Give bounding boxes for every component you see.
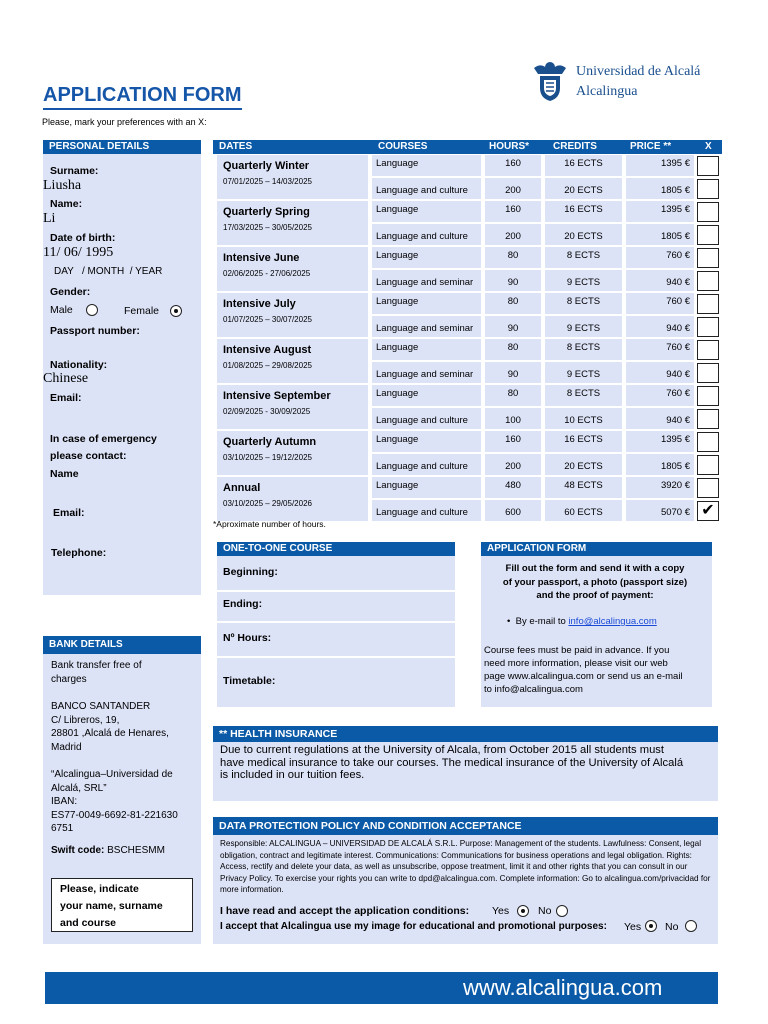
conditions-yes-radio[interactable] bbox=[517, 905, 529, 917]
image-yes-radio[interactable] bbox=[645, 920, 657, 932]
passport-label: Passport number: bbox=[50, 325, 140, 337]
page-subtitle: Please, mark your preferences with an X: bbox=[42, 117, 207, 127]
course-select-checkbox[interactable] bbox=[697, 179, 719, 199]
hours-cell: 160 bbox=[485, 431, 541, 452]
nationality-field[interactable]: Chinese bbox=[43, 371, 89, 386]
course-date-cell bbox=[217, 477, 368, 521]
credits-cell: 8 ECTS bbox=[545, 385, 622, 406]
hours-cell: 80 bbox=[485, 247, 541, 268]
accept-conditions-label: I have read and accept the application conditions: bbox=[220, 905, 470, 917]
hours-cell: 90 bbox=[485, 316, 541, 337]
bank-details-text: Bank transfer free of charges BANCO SANTANDER C/ Libreros, 19, 28801 ,Alcalá de Henares, Madrid “Alcalingua–Universidad de Alcalá, SRL” IBAN: ES77-0049-6692-81-221630 6751 Swift code: BSCHESMM bbox=[51, 660, 178, 856]
email-instruction: • By e-mail to info@alcalingua.com bbox=[507, 616, 657, 627]
course-date-cell bbox=[217, 293, 368, 337]
one-to-one-heading: ONE-TO-ONE COURSE bbox=[217, 542, 455, 556]
course-dates: 02/09/2025 - 30/09/2025 bbox=[223, 407, 311, 416]
price-cell: 760 € bbox=[626, 247, 694, 268]
course-type-cell: Language bbox=[372, 247, 481, 268]
name-label: Name: bbox=[50, 198, 83, 210]
course-select-checkbox[interactable] bbox=[697, 317, 719, 337]
hours-cell: 80 bbox=[485, 293, 541, 314]
price-cell: 3920 € bbox=[626, 477, 694, 498]
university-crest-icon bbox=[530, 58, 570, 102]
course-select-checkbox[interactable] bbox=[697, 294, 719, 314]
hours-cell: 100 bbox=[485, 408, 541, 429]
course-type-cell: Language and culture bbox=[372, 408, 481, 429]
credits-cell: 9 ECTS bbox=[545, 362, 622, 383]
course-type-cell: Language and culture bbox=[372, 224, 481, 245]
course-date-cell bbox=[217, 155, 368, 199]
image-no-label: No bbox=[665, 921, 679, 933]
course-type-cell: Language and culture bbox=[372, 454, 481, 475]
surname-label: Surname: bbox=[50, 165, 99, 177]
price-cell: 1805 € bbox=[626, 454, 694, 475]
course-select-checkbox[interactable]: ✔ bbox=[697, 501, 719, 521]
credits-cell: 10 ECTS bbox=[545, 408, 622, 429]
hours-cell: 90 bbox=[485, 362, 541, 383]
hours-cell: 160 bbox=[485, 155, 541, 176]
price-cell: 5070 € bbox=[626, 500, 694, 521]
price-cell: 1805 € bbox=[626, 178, 694, 199]
course-name: Intensive August bbox=[223, 344, 312, 356]
page-title: APPLICATION FORM bbox=[43, 84, 242, 110]
course-date-cell bbox=[217, 385, 368, 429]
male-radio[interactable] bbox=[86, 304, 98, 316]
hours-cell: 600 bbox=[485, 500, 541, 521]
image-yes-label: Yes bbox=[624, 921, 642, 933]
credits-cell: 8 ECTS bbox=[545, 339, 622, 360]
dates-header: DATES bbox=[219, 141, 253, 152]
hours-cell: 200 bbox=[485, 224, 541, 245]
hours-cell: 160 bbox=[485, 201, 541, 222]
course-date-cell bbox=[217, 431, 368, 475]
footer-website-link[interactable]: www.alcalingua.com bbox=[463, 975, 663, 1000]
credits-cell: 48 ECTS bbox=[545, 477, 622, 498]
application-info-heading: APPLICATION FORM bbox=[481, 542, 712, 556]
dob-format-hint: DAY / MONTH / YEAR bbox=[54, 266, 163, 277]
personal-details-heading: PERSONAL DETAILS bbox=[43, 140, 201, 154]
accept-image-label: I accept that Alcalingua use my image for educational and promotional purposes: bbox=[220, 921, 607, 932]
hours-cell: 200 bbox=[485, 454, 541, 475]
nationality-label: Nationality: bbox=[50, 359, 108, 371]
name-field[interactable]: Li bbox=[43, 211, 56, 226]
price-cell: 1805 € bbox=[626, 224, 694, 245]
course-date-cell bbox=[217, 247, 368, 291]
price-cell: 940 € bbox=[626, 408, 694, 429]
course-select-checkbox[interactable] bbox=[697, 363, 719, 383]
logo-name: Universidad de Alcalá bbox=[576, 64, 701, 79]
price-cell: 940 € bbox=[626, 270, 694, 291]
price-cell: 760 € bbox=[626, 293, 694, 314]
course-type-cell: Language and culture bbox=[372, 500, 481, 521]
bank-details-heading: BANK DETAILS bbox=[43, 636, 201, 654]
course-select-checkbox[interactable] bbox=[697, 248, 719, 268]
credits-cell: 60 ECTS bbox=[545, 500, 622, 521]
course-select-checkbox[interactable] bbox=[697, 271, 719, 291]
credits-header: CREDITS bbox=[553, 141, 597, 152]
price-cell: 940 € bbox=[626, 316, 694, 337]
application-instructions: Fill out the form and send it with a copy of your passport, a photo (passport size) and the proof of payment: bbox=[502, 563, 688, 601]
course-select-checkbox[interactable] bbox=[697, 202, 719, 222]
credits-cell: 20 ECTS bbox=[545, 454, 622, 475]
gender-label: Gender: bbox=[50, 286, 91, 298]
dob-label: Date of birth: bbox=[50, 232, 116, 244]
course-type-cell: Language and seminar bbox=[372, 362, 481, 383]
course-select-checkbox[interactable] bbox=[697, 340, 719, 360]
price-cell: 940 € bbox=[626, 362, 694, 383]
info-email-link[interactable]: info@alcalingua.com bbox=[568, 616, 657, 627]
hours-cell: 90 bbox=[485, 270, 541, 291]
course-type-cell: Language bbox=[372, 293, 481, 314]
emergency-label-2: please contact: bbox=[50, 450, 127, 462]
course-type-cell: Language and seminar bbox=[372, 270, 481, 291]
credits-cell: 16 ECTS bbox=[545, 155, 622, 176]
course-type-cell: Language bbox=[372, 477, 481, 498]
price-cell: 760 € bbox=[626, 385, 694, 406]
conditions-no-label: No bbox=[538, 905, 552, 917]
telephone-label: Telephone: bbox=[51, 547, 107, 559]
course-dates: 01/08/2025 – 29/08/2025 bbox=[223, 361, 312, 370]
fees-info: Course fees must be paid in advance. If you need more information, please visit our web page www.alcalingua.com or send us an e-mail to info@alcalingua.com bbox=[484, 645, 683, 695]
course-dates: 02/06/2025 - 27/06/2025 bbox=[223, 269, 311, 278]
course-name: Quarterly Autumn bbox=[223, 436, 317, 448]
female-radio[interactable] bbox=[170, 305, 182, 317]
hours-cell: 80 bbox=[485, 385, 541, 406]
dob-field[interactable]: 11/ 06/ 1995 bbox=[43, 245, 114, 260]
course-table-header bbox=[213, 140, 722, 154]
data-protection-heading: DATA PROTECTION POLICY AND CONDITION ACCEPTANCE bbox=[213, 817, 718, 835]
credits-cell: 16 ECTS bbox=[545, 201, 622, 222]
course-type-cell: Language and culture bbox=[372, 178, 481, 199]
hours-field[interactable]: Nº Hours: bbox=[223, 632, 272, 644]
timetable-field[interactable]: Timetable: bbox=[223, 675, 276, 687]
hours-header: HOURS* bbox=[489, 141, 530, 152]
price-cell: 1395 € bbox=[626, 431, 694, 452]
x-header: X bbox=[705, 141, 712, 152]
course-name: Quarterly Winter bbox=[223, 160, 310, 172]
credits-cell: 9 ECTS bbox=[545, 270, 622, 291]
course-select-checkbox[interactable] bbox=[697, 225, 719, 245]
ending-field[interactable]: Ending: bbox=[223, 598, 263, 610]
course-name: Intensive July bbox=[223, 298, 296, 310]
price-header: PRICE ** bbox=[630, 141, 672, 152]
course-select-checkbox[interactable] bbox=[697, 409, 719, 429]
credits-cell: 8 ECTS bbox=[545, 293, 622, 314]
course-type-cell: Language bbox=[372, 155, 481, 176]
email-label: Email: bbox=[50, 392, 82, 404]
course-select-checkbox[interactable] bbox=[697, 455, 719, 475]
bank-note-box: Please, indicate your name, surname and course bbox=[51, 878, 193, 932]
conditions-yes-label: Yes bbox=[492, 905, 510, 917]
price-cell: 1395 € bbox=[626, 201, 694, 222]
course-select-checkbox[interactable] bbox=[697, 432, 719, 452]
health-insurance-heading: ** HEALTH INSURANCE bbox=[213, 726, 718, 742]
course-dates: 03/10/2025 – 19/12/2025 bbox=[223, 453, 312, 462]
course-name: Intensive September bbox=[223, 390, 331, 402]
course-type-cell: Language bbox=[372, 431, 481, 452]
data-protection-text: Responsible: ALCALINGUA – UNIVERSIDAD DE ALCALÁ S.R.L. Purpose: Management of the students. Lawfulness: Consent, legal obligation, contract and legitimate interest. Communications: Communications for business operations and legal obligation. Rights: Access, rectify and delete your data, as well as unsubscribe, oppose treatment, limit it and other rights that you can consult in our Privacy Policy. To exercise your rights you can write to dpd@alcalingua.com. Complete information: Go to alcalingua.com/privacidad for more information. bbox=[220, 839, 711, 894]
course-select-checkbox[interactable] bbox=[697, 156, 719, 176]
course-type-cell: Language bbox=[372, 385, 481, 406]
surname-field[interactable]: Liusha bbox=[43, 178, 82, 193]
credits-cell: 16 ECTS bbox=[545, 431, 622, 452]
course-type-cell: Language bbox=[372, 339, 481, 360]
emergency-email-label: Email: bbox=[53, 507, 85, 519]
course-date-cell bbox=[217, 201, 368, 245]
credits-cell: 20 ECTS bbox=[545, 178, 622, 199]
hours-cell: 480 bbox=[485, 477, 541, 498]
course-type-cell: Language bbox=[372, 201, 481, 222]
hours-footnote: *Aproximate number of hours. bbox=[213, 519, 326, 529]
female-label: Female bbox=[124, 305, 160, 317]
course-dates: 07/01/2025 – 14/03/2025 bbox=[223, 177, 312, 186]
courses-header: COURSES bbox=[378, 141, 428, 152]
hours-cell: 80 bbox=[485, 339, 541, 360]
course-dates: 01/07/2025 – 30/07/2025 bbox=[223, 315, 312, 324]
image-no-radio[interactable] bbox=[685, 920, 697, 932]
price-cell: 760 € bbox=[626, 339, 694, 360]
course-date-cell bbox=[217, 339, 368, 383]
credits-cell: 8 ECTS bbox=[545, 247, 622, 268]
course-name: Quarterly Spring bbox=[223, 206, 310, 218]
course-type-cell: Language and seminar bbox=[372, 316, 481, 337]
course-dates: 17/03/2025 – 30/05/2025 bbox=[223, 223, 312, 232]
emergency-label-1: In case of emergency bbox=[50, 433, 157, 445]
course-select-checkbox[interactable] bbox=[697, 386, 719, 406]
logo-subtitle: Alcalingua bbox=[576, 84, 638, 99]
emergency-name-label: Name bbox=[50, 468, 79, 480]
male-label: Male bbox=[50, 304, 73, 316]
hours-cell: 200 bbox=[485, 178, 541, 199]
price-cell: 1395 € bbox=[626, 155, 694, 176]
beginning-field[interactable]: Beginning: bbox=[223, 566, 278, 578]
course-name: Intensive June bbox=[223, 252, 300, 264]
course-select-checkbox[interactable] bbox=[697, 478, 719, 498]
credits-cell: 20 ECTS bbox=[545, 224, 622, 245]
course-name: Annual bbox=[223, 482, 261, 494]
health-insurance-text: Due to current regulations at the University of Alcala, from October 2015 all students must have medical insurance to take our courses. The medical insurance of the University of Alcalá is included in our tuition fees. bbox=[220, 744, 684, 781]
credits-cell: 9 ECTS bbox=[545, 316, 622, 337]
conditions-no-radio[interactable] bbox=[556, 905, 568, 917]
course-dates: 03/10/2025 – 29/05/2026 bbox=[223, 499, 312, 508]
